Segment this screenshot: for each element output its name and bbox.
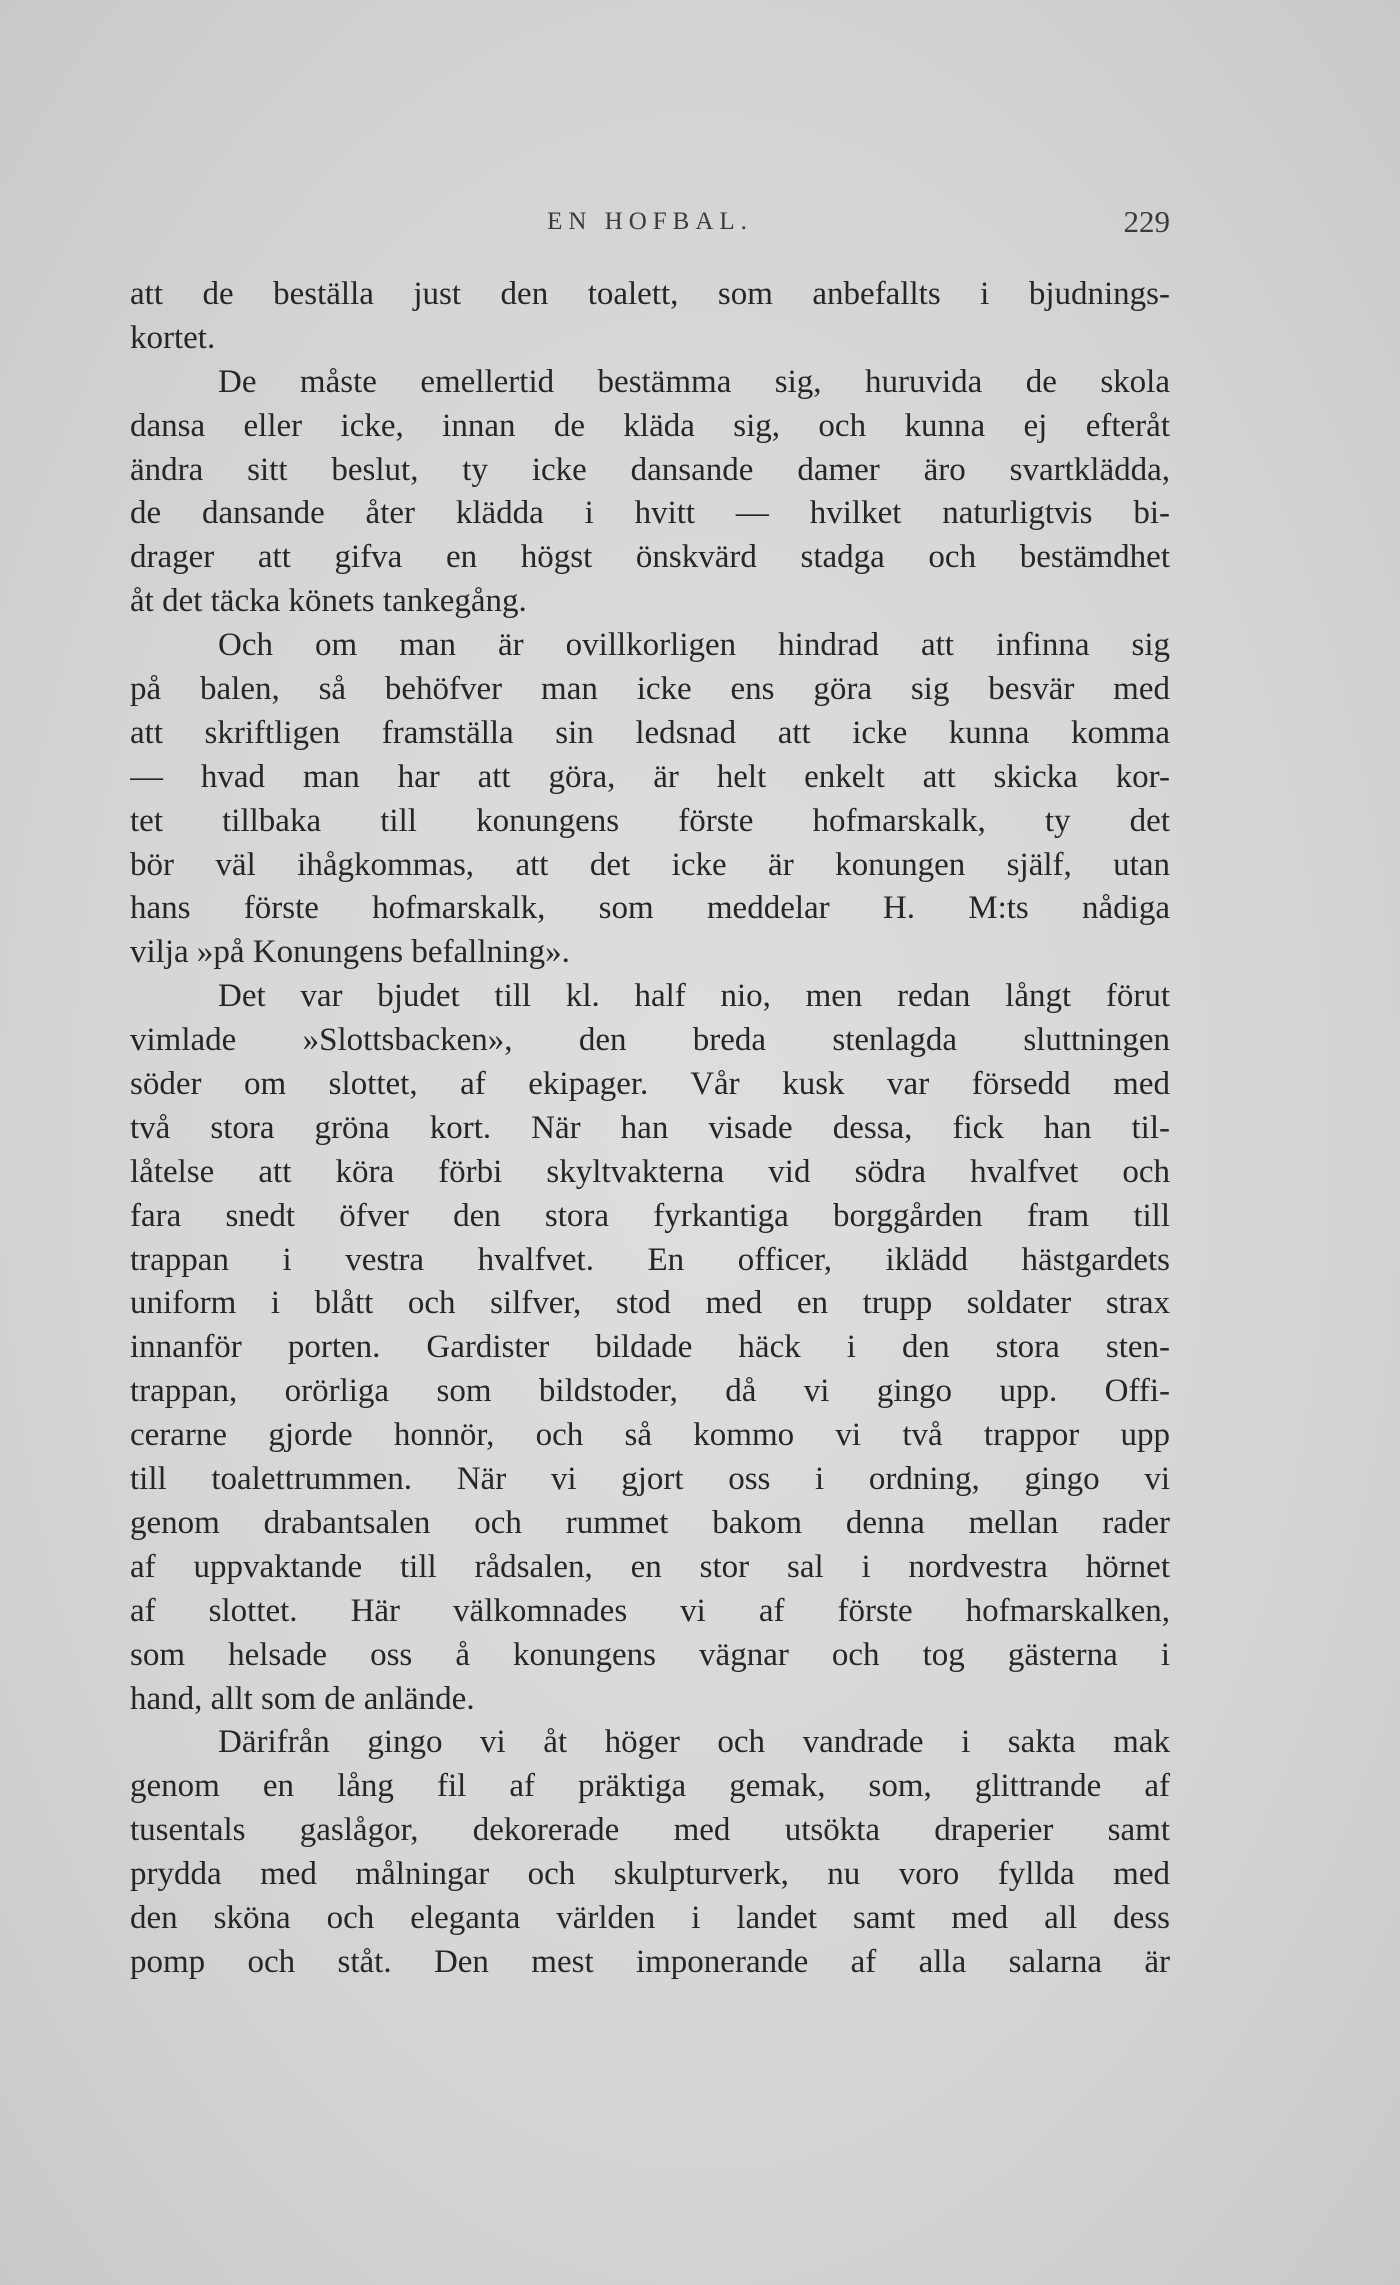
text-line: innanför porten. Gardister bildade häck i den stora sten- <box>130 1329 1170 1366</box>
text-line: låtelse att köra förbi skyltvakterna vid södra hvalfvet och <box>130 1153 1170 1190</box>
text-line: hans förste hofmarskalk, som meddelar H. M:ts nådiga <box>130 890 1170 927</box>
text-line: cerarne gjorde honnör, och så kommo vi två trappor upp <box>130 1417 1170 1454</box>
paragraph-start-line: Och om man är ovillkorligen hindrad att infinna sig <box>218 627 1170 664</box>
text-line: tet tillbaka till konungens förste hofmarskalk, ty det <box>130 802 1170 839</box>
text-line: af uppvaktande till rådsalen, en stor sal i nordvestra hörnet <box>130 1548 1170 1585</box>
paragraph-start-line: De måste emellertid bestämma sig, huruvida de skola <box>218 363 1170 400</box>
text-line: kortet. <box>130 319 216 356</box>
text-line: — hvad man har att göra, är helt enkelt att skicka kor- <box>130 758 1170 795</box>
text-line: vilja »på Konungens befallning». <box>130 934 570 971</box>
text-line: tusentals gaslågor, dekorerade med utsökta draperier samt <box>130 1812 1170 1849</box>
text-line: som helsade oss å konungens vägnar och tog gästerna i <box>130 1636 1170 1673</box>
text-line: trappan, orörliga som bildstoder, då vi gingo upp. Offi- <box>130 1373 1170 1410</box>
paragraph-start-line: Därifrån gingo vi åt höger och vandrade i sakta mak <box>218 1724 1170 1761</box>
text-line: åt det täcka könets tankegång. <box>130 583 527 620</box>
text-line: söder om slottet, af ekipager. Vår kusk var försedd med <box>130 1066 1170 1103</box>
text-line: på balen, så behöfver man icke ens göra sig besvär med <box>130 671 1170 708</box>
page-header <box>130 204 1170 248</box>
text-line: trappan i vestra hvalfvet. En officer, iklädd hästgardets <box>130 1241 1170 1278</box>
text-line: af slottet. Här välkomnades vi af förste hofmarskalken, <box>130 1592 1170 1629</box>
text-line: två stora gröna kort. När han visade dessa, fick han til- <box>130 1109 1170 1146</box>
text-line: att skriftligen framställa sin ledsnad att icke kunna komma <box>130 714 1170 751</box>
body-text <box>130 273 1170 1985</box>
text-line: uniform i blått och silfver, stod med en trupp soldater strax <box>130 1285 1170 1322</box>
text-line: hand, allt som de anlände. <box>130 1680 475 1717</box>
text-line: ändra sitt beslut, ty icke dansande damer äro svartklädda, <box>130 451 1170 488</box>
running-title: EN HOFBAL. <box>547 208 753 235</box>
text-line: de dansande åter klädda i hvitt — hvilket naturligtvis bi- <box>130 495 1170 532</box>
text-line: prydda med målningar och skulpturverk, nu voro fyllda med <box>130 1856 1170 1893</box>
text-line: den sköna och eleganta världen i landet samt med all dess <box>130 1899 1170 1936</box>
text-line: att de beställa just den toalett, som anbefallts i bjudnings- <box>130 276 1170 312</box>
text-line: vimlade »Slottsbacken», den breda stenlagda sluttningen <box>130 1022 1170 1059</box>
text-line: genom drabantsalen och rummet bakom denna mellan rader <box>130 1504 1170 1541</box>
text-line: bör väl ihågkommas, att det icke är konungen själf, utan <box>130 846 1170 883</box>
text-line: fara snedt öfver den stora fyrkantiga borggården fram till <box>130 1197 1170 1234</box>
text-line: drager att gifva en högst önskvärd stadga och bestämdhet <box>130 539 1170 576</box>
paragraph-start-line: Det var bjudet till kl. half nio, men redan långt förut <box>218 978 1170 1015</box>
text-line: pomp och ståt. Den mest imponerande af alla salarna är <box>130 1943 1170 1980</box>
text-line: till toalettrummen. När vi gjort oss i ordning, gingo vi <box>130 1461 1170 1498</box>
text-line: genom en lång fil af präktiga gemak, som, glittrande af <box>130 1768 1170 1805</box>
page-number: 229 <box>1123 204 1170 239</box>
text-line: dansa eller icke, innan de kläda sig, och kunna ej efteråt <box>130 407 1170 444</box>
